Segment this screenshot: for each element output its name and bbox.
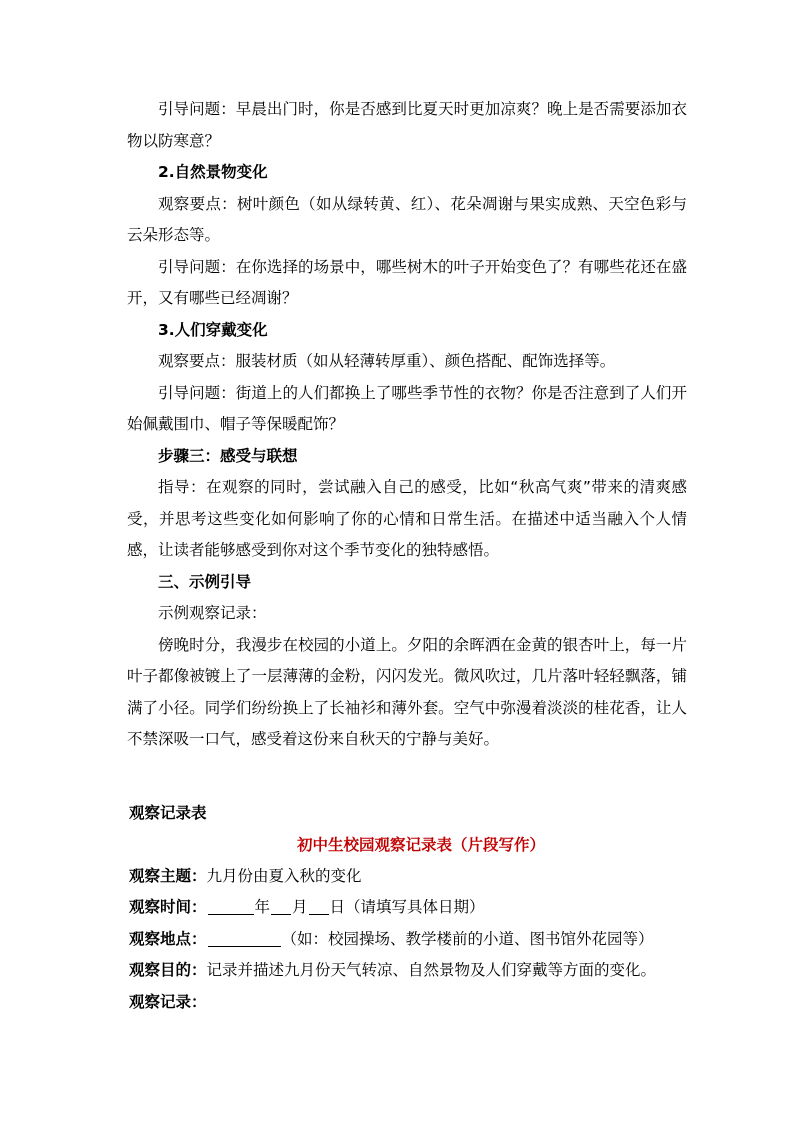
record-table-title: 初中生校园观察记录表（片段写作）	[296, 835, 545, 854]
place-row	[127, 924, 687, 956]
records-label: 观察记录：	[129, 992, 207, 1011]
time-label: 观察时间：	[129, 898, 207, 916]
example-label: 示例观察记录：	[158, 604, 267, 622]
guide-question-paragraph: 引导问题：街道上的人们都换上了哪些季节性的衣物？你是否注意到了人们开始佩戴围巾、帽子等保暖配饰？	[127, 383, 687, 433]
year-blank[interactable]	[208, 896, 254, 915]
year-unit: 年	[254, 898, 271, 916]
month-unit: 月	[292, 898, 308, 916]
section-heading-nature: 2.自然景物变化	[158, 163, 268, 181]
document-body	[127, 94, 687, 1018]
step-three-heading: 步骤三：感受与联想	[158, 446, 298, 465]
day-unit: 日（请填写具体日期）	[329, 898, 485, 916]
observation-points-paragraph: 观察要点：服装材质（如从轻薄转厚重）、颜色搭配、配饰选择等。	[158, 352, 616, 370]
time-row	[127, 892, 687, 924]
theme-row	[127, 861, 687, 893]
theme-value: 九月份由夏入秋的变化	[206, 866, 362, 885]
day-blank[interactable]	[309, 896, 329, 915]
example-paragraph: 傍晚时分，我漫步在校园的小道上。夕阳的余晖洒在金黄的银杏叶上，每一片叶子都像被镀上了一层薄薄的金粉，闪闪发光。微风吹过，几片落叶轻轻飘落，铺满了小径。同学们纷纷换上了长袖衫和薄外套。空气中弥漫着淡淡的桂花香，让人不禁深吸一口气，感受着这份来自秋天的宁静与美好。	[127, 635, 687, 748]
records-row	[127, 987, 687, 1019]
theme-label: 观察主题：	[129, 866, 207, 885]
record-table-label: 观察记录表	[129, 803, 207, 822]
section-spacer	[127, 756, 687, 798]
place-blank[interactable]	[208, 928, 281, 947]
place-label: 观察地点：	[129, 929, 207, 948]
month-blank[interactable]	[271, 896, 291, 915]
guide-question-paragraph: 引导问题：在你选择的场景中，哪些树木的叶子开始变色了？有哪些花还在盛开，又有哪些已经凋谢？	[127, 257, 687, 307]
example-heading: 三、示例引导	[158, 572, 252, 591]
place-hint: （如：校园操场、教学楼前的小道、图书馆外花园等）	[281, 929, 654, 948]
observation-points-paragraph: 观察要点：树叶颜色（如从绿转黄、红）、花朵凋谢与果实成熟、天空色彩与云朵形态等。	[127, 194, 687, 244]
purpose-value: 记录并描述九月份天气转凉、自然景物及人们穿戴等方面的变化。	[206, 961, 657, 979]
purpose-label: 观察目的：	[129, 961, 207, 979]
guide-question-paragraph: 引导问题：早晨出门时，你是否感到比夏天时更加凉爽？晚上是否需要添加衣物以防寒意？	[127, 100, 687, 150]
purpose-row	[127, 955, 687, 987]
section-heading-clothing: 3.人们穿戴变化	[158, 320, 268, 339]
guidance-paragraph: 指导：在观察的同时，尝试融入自己的感受，比如“秋高气爽”带来的清爽感受，并思考这些变化如何影响了你的心情和日常生活。在描述中适当融入个人情感，让读者能够感受到你对这个季节变化的独特感悟。	[127, 478, 687, 559]
